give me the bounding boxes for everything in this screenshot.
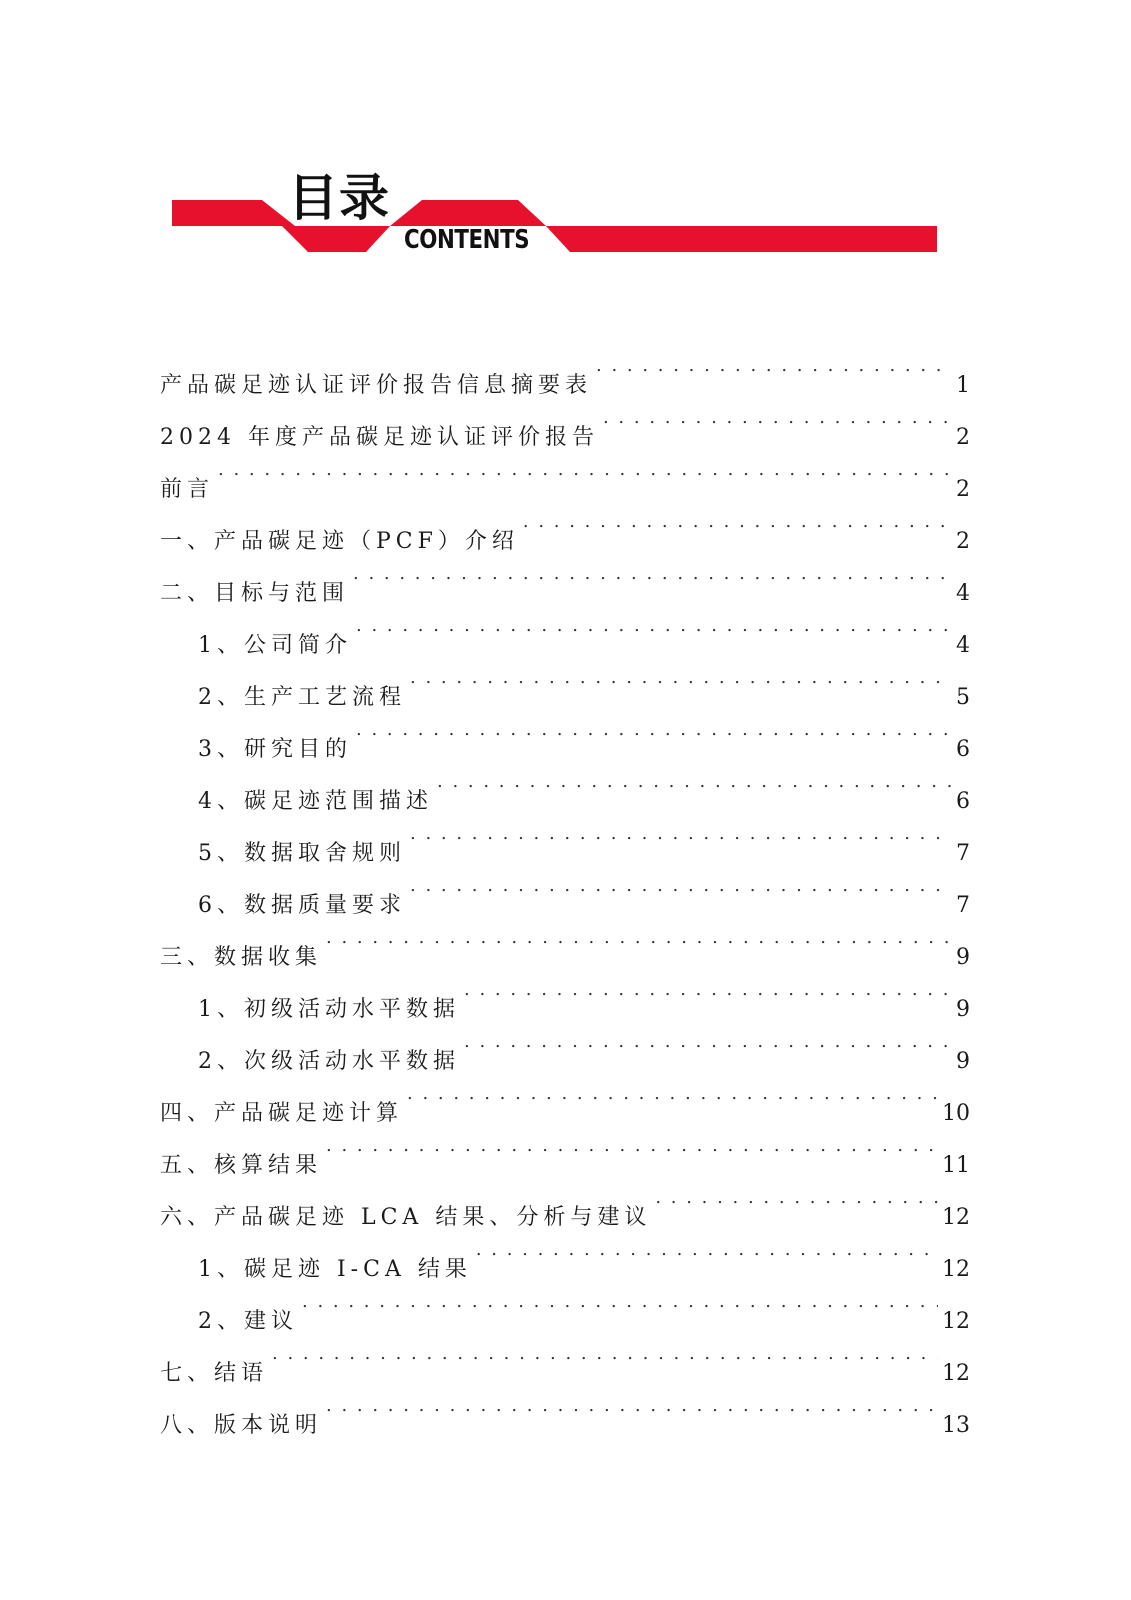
toc-leader-dots [326,1380,938,1432]
toc-leader-dots [407,1068,938,1120]
toc-entry-page: 9 [956,945,970,970]
toc-entry[interactable] [160,444,970,502]
toc-leader-dots [356,704,952,756]
toc-entry-label: 二、目标与范围 [160,581,350,606]
toc-leader-dots [476,1224,938,1276]
toc-entry-label: 一、产品碳足迹（PCF）介绍 [160,529,519,554]
toc-entry-label: 1、碳足迹 I-CA 结果 [198,1257,472,1282]
page-subtitle: CONTENTS [404,225,530,255]
toc-leader-dots [603,392,952,444]
toc-entry-label: 2、生产工艺流程 [198,685,406,710]
toc-entry-page: 11 [942,1153,970,1178]
toc-entry-page: 12 [942,1205,970,1230]
banner-stripes [0,0,1131,300]
toc-leader-dots [464,964,952,1016]
toc-entry-page: 2 [956,529,970,554]
toc-leader-dots [410,860,952,912]
toc-entry-label: 五、核算结果 [160,1153,323,1178]
toc-leader-dots [326,912,952,964]
toc-entry-page: 12 [942,1309,970,1334]
toc-entry-page: 6 [956,737,970,762]
toc-entry-label: 2、次级活动水平数据 [198,1049,460,1074]
toc-entry-page: 12 [942,1257,970,1282]
toc-entry-label: 2024 年度产品碳足迹认证评价报告 [160,425,599,450]
toc-entry-label: 六、产品碳足迹 LCA 结果、分析与建议 [160,1205,652,1230]
toc-entry-label: 七、结语 [160,1361,269,1386]
toc-leader-dots [437,756,952,808]
banner-stripe-right [546,226,937,252]
toc-leader-dots [410,652,952,704]
contents-banner [0,0,1131,300]
toc-entry-label: 6、数据质量要求 [198,893,406,918]
toc-entry[interactable] [160,1328,970,1386]
toc-leader-dots [596,340,952,392]
toc-entry-page: 7 [956,893,970,918]
toc-leader-dots [410,808,952,860]
toc-entry-page: 7 [956,841,970,866]
toc-entry-page: 12 [942,1361,970,1386]
toc-leader-dots [326,1120,938,1172]
toc-entry-label: 4、碳足迹范围描述 [198,789,433,814]
toc-leader-dots [353,548,952,600]
toc-leader-dots [356,600,952,652]
toc-entry[interactable] [160,496,970,554]
toc-entry-label: 产品碳足迹认证评价报告信息摘要表 [160,373,593,398]
page-title: 目录 [288,169,390,227]
toc-entry-page: 6 [956,789,970,814]
table-of-contents [160,340,970,1438]
toc-entry-page: 9 [956,1049,970,1074]
toc-entry-page: 1 [956,373,970,398]
toc-entry-page: 10 [942,1101,970,1126]
toc-entry-page: 2 [956,425,970,450]
toc-entry-page: 4 [956,581,970,606]
toc-entry-label: 八、版本说明 [160,1413,323,1438]
toc-entry-label: 5、数据取舍规则 [198,841,406,866]
toc-leader-dots [218,444,952,496]
toc-entry-label: 1、公司简介 [198,633,352,658]
toc-leader-dots [272,1328,938,1380]
toc-entry-label: 四、产品碳足迹计算 [160,1101,404,1126]
toc-entry-page: 13 [942,1413,970,1438]
toc-leader-dots [523,496,952,548]
toc-entry-label: 2、建议 [198,1309,298,1334]
toc-entry-label: 三、数据收集 [160,945,323,970]
toc-entry-page: 4 [956,633,970,658]
toc-entry[interactable] [160,340,970,398]
toc-entry-page: 5 [956,685,970,710]
toc-leader-dots [464,1016,952,1068]
toc-entry[interactable] [160,1380,970,1438]
toc-entry-label: 前言 [160,477,215,502]
banner-stripe-left-lower [282,226,390,252]
toc-entry-page: 2 [956,477,970,502]
toc-leader-dots [302,1276,938,1328]
toc-leader-dots [655,1172,938,1224]
banner-stripe-left [172,200,295,226]
toc-entry-page: 9 [956,997,970,1022]
toc-entry-label: 3、研究目的 [198,737,352,762]
toc-entry-label: 1、初级活动水平数据 [198,997,460,1022]
